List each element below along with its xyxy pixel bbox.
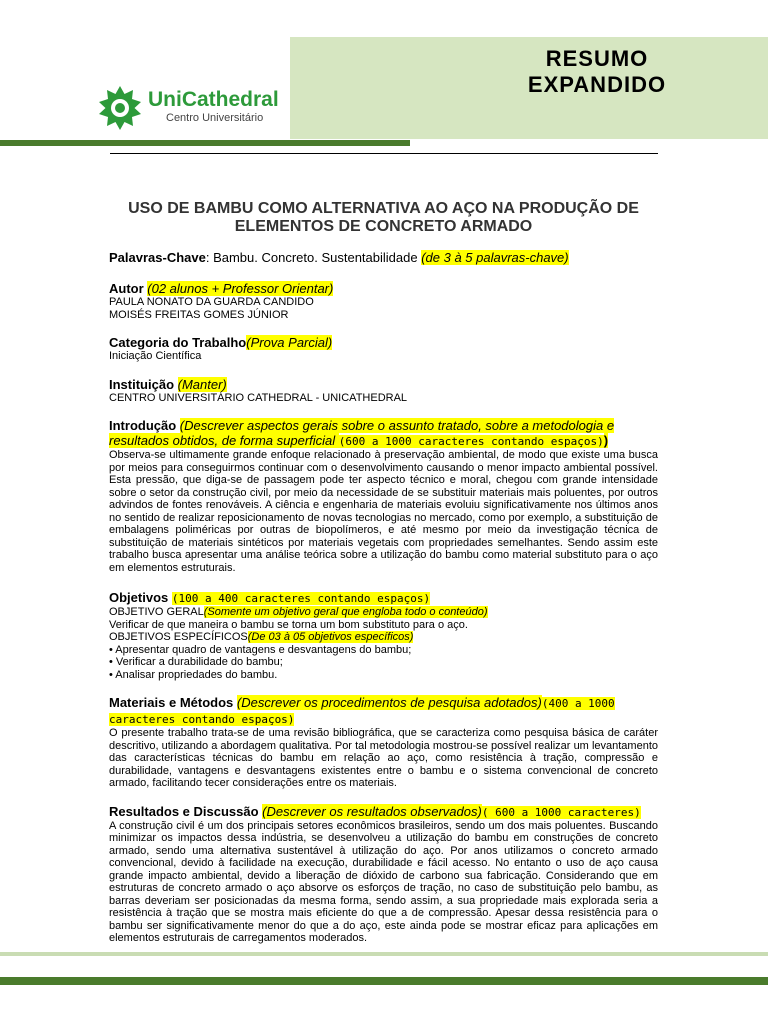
introduction-note: (Descrever aspectos gerais sobre o assunto tratado, sobre a metodologia e resultados obtidos, de forma superficial [109, 418, 615, 448]
author-name: PAULA NONATO DA GUARDA CANDIDO [109, 296, 314, 308]
list-item: • Verificar a durabilidade do bambu; [109, 656, 283, 668]
star-emblem-icon [96, 84, 144, 132]
objectives-count: (100 a 400 caracteres contando espaços) [171, 592, 431, 605]
institution-note: (Manter) [177, 376, 227, 392]
category-value: Iniciação Científica [109, 350, 202, 362]
category-section [109, 335, 658, 363]
document-type-line-1: RESUMO [545, 46, 649, 71]
author-label: Autor [109, 281, 148, 296]
category-note: (Prova Parcial) [246, 335, 333, 350]
footer-green-rule [0, 977, 768, 985]
author-section [109, 281, 658, 321]
logo-name: UniCathedral [148, 88, 279, 111]
list-item: • Analisar propriedades do bambu. [109, 668, 278, 681]
category-label: Categoria do Trabalho [109, 335, 247, 350]
keywords-value: : Bambu. Concreto. Sustentabilidade [205, 250, 422, 265]
footer-light-rule [0, 952, 768, 956]
methods-count: (400 a 1000 caracteres contando espaços) [109, 697, 615, 726]
results-label: Resultados e Discussão [109, 803, 263, 819]
institution-label: Instituição [109, 376, 178, 392]
results-section [109, 804, 658, 945]
introduction-note-close: ) [603, 433, 609, 448]
list-item: • Apresentar quadro de vantagens e desvantagens do bambu; [109, 643, 412, 656]
header-divider [110, 153, 658, 154]
results-text: A construção civil é um dos principais setores econômicos brasileiros, sendo um dos mais poluentes. Buscando minimizar os impactos dessa indústria, se desenvolveu a utilização do bambu em construções de concreto armado, sendo uma alternativa sustentável à utilização do aço. Por anos utilizamos o concreto armado convencional, devido à facilidade na execução, durabilidade e fácil acesso. No entanto o uso de aço causa grande impacto ambiental, devido a liberação de dióxido de carbono sua fabricação. Considerando que em estruturas de concreto armado o aço absorve os esforços de tração, no caso de substituição pelo bambu, as barras deveriam ser posicionadas da mesma forma, sendo assim, a sua propriedade mais explorada seria a resistência à tração que se mostra mais eficiente do que a de compressão. Apesar dessa resistência para o bambu ser significativamente menor do que a do aço, este ainda pode se mostrar eficaz para aplicações em elementos estruturais de carregamentos moderados. [109, 819, 658, 944]
specific-objectives-note: (De 03 à 05 objetivos específicos) [247, 631, 414, 643]
results-count: ( 600 a 1000 caracteres) [481, 805, 641, 819]
methods-section [109, 695, 658, 790]
methods-note: (Descrever os procedimentos de pesquisa adotados) [236, 695, 542, 710]
keywords-note: (de 3 à 5 palavras-chave) [421, 250, 569, 265]
header-green-rule [0, 140, 410, 146]
author-name: MOISÉS FREITAS GOMES JÚNIOR [109, 308, 289, 321]
general-objective-note: (Somente um objetivo geral que engloba todo o conteúdo) [203, 606, 488, 618]
paper-title: USO DE BAMBU COMO ALTERNATIVA AO AÇO NA PRODUÇÃO DE ELEMENTOS DE CONCRETO ARMADO [128, 200, 639, 235]
document-body [109, 200, 658, 945]
introduction-label: Introdução [109, 418, 180, 433]
document-type-label [500, 46, 694, 98]
keywords-section [109, 250, 658, 265]
introduction-count: (600 a 1000 caracteres contando espaços) [338, 435, 604, 448]
introduction-text: Observa-se ultimamente grande enfoque relacionado à preservação ambiental, de modo que existe uma busca por meios para conseguirmos continuar com o desenvolvimento causando o menor impacto ambiental possível. Esta pressão, que diga-se de passagem pode ter aspecto técnico e moral, chegou com grande intensidade sobre o setor da construção civil, por meio da necessidade de se substituir materiais mais poluentes, por outros advindos de fontes renováveis. A ciência e engenharia de materiais evoluiu significativamente nos últimos anos no sentido de realizar reposicionamento de novas tecnologias no mercado, como por exemplo, a substituição de embalagens poliméricas por outras de biopolímeros, e até mesmo por meio da investigação técnica de substituição de materiais sintéticos por materiais vegetais com propriedades semelhantes. Sendo assim este trabalho busca apresentar uma análise teórica sobre a utilização do bambu como material substituto para o aço em elementos estruturais. [109, 449, 658, 574]
institution-section [109, 377, 658, 405]
general-objective-label: OBJETIVO GERAL [109, 606, 204, 618]
introduction-section [109, 418, 658, 574]
methods-text: O presente trabalho trata-se de uma revisão bibliográfica, que se caracteriza como pesquisa básica de caráter descritivo, utilizando a abordagem qualitativa. Por tal metodologia mostrou-se possível realizar um levantamento das características técnicas do bambu em relação ao aço, como resistência à tração, compressão e durabilidade, vantagens e desvantagens existentes entre o bambu e o sistema convencional de concreto armado, facilitando tecer considerações entre os materiais. [109, 727, 658, 789]
institution-logo [96, 84, 316, 132]
document-type-line-2: EXPANDIDO [527, 72, 667, 97]
logo-subtitle: Centro Universitário [166, 112, 264, 124]
specific-objectives-label: OBJETIVOS ESPECÍFICOS [109, 631, 248, 643]
objectives-section [109, 590, 658, 681]
methods-label: Materiais e Métodos [109, 695, 237, 710]
results-note: (Descrever os resultados observados) [262, 803, 482, 819]
objectives-label: Objetivos [109, 590, 172, 605]
institution-value: CENTRO UNIVERSITÁRIO CATHEDRAL - UNICATHEDRAL [109, 391, 408, 404]
keywords-label: Palavras-Chave [109, 250, 206, 265]
author-note: (02 alunos + Professor Orientar) [147, 281, 334, 296]
general-objective-text: Verificar de que maneira o bambu se torna um bom substituto para o aço. [109, 618, 468, 631]
